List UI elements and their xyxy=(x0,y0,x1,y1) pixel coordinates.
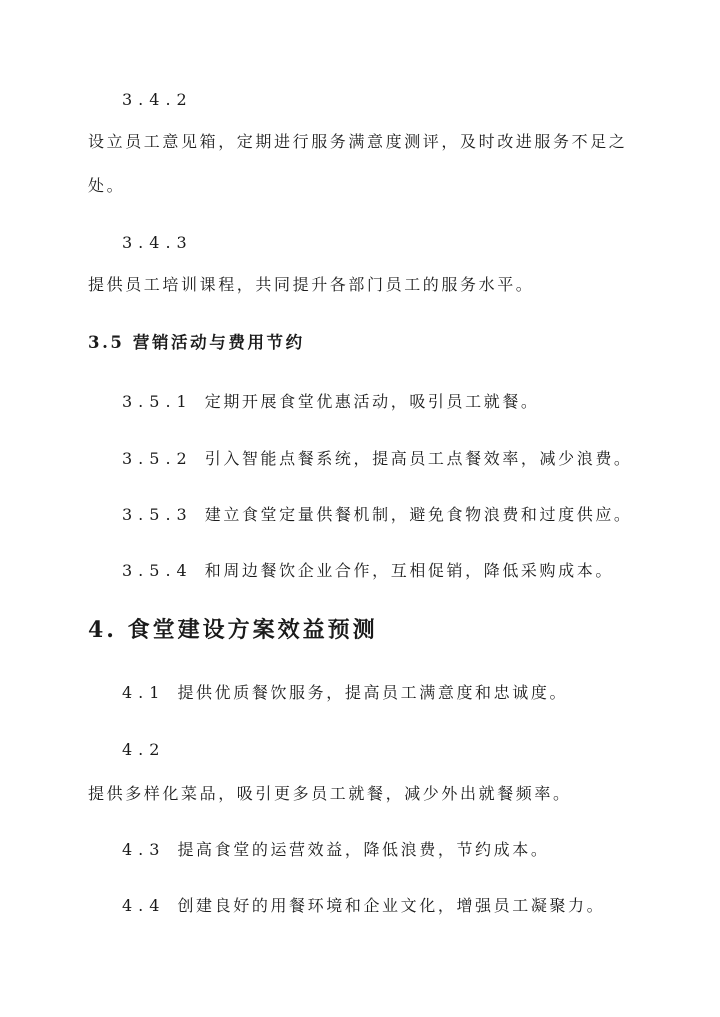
item-text: 提高食堂的运营效益，降低浪费，节约成本。 xyxy=(177,840,550,859)
section-heading-3-5: 3.5 营销活动与费用节约 xyxy=(88,333,305,352)
item-text: 建立食堂定量供餐机制，避免食物浪费和过度供应。 xyxy=(204,505,633,524)
item-number: 3.5.1 xyxy=(122,392,193,411)
list-item-4-4 xyxy=(122,896,605,916)
item-number-4-2: 4.2 xyxy=(122,740,166,759)
list-item-3-5-1 xyxy=(122,392,540,412)
chapter-heading-4: 4. 食堂建设方案效益预测 xyxy=(88,617,378,643)
item-number: 3.5.2 xyxy=(122,449,193,468)
item-text-3-4-2-line1: 设立员工意见箱，定期进行服务满意度测评，及时改进服务不足之 xyxy=(88,132,628,151)
item-number-3-4-2: 3.4.2 xyxy=(122,90,193,109)
list-item-4-3 xyxy=(122,840,549,860)
item-text: 和周边餐饮企业合作，互相促销，降低采购成本。 xyxy=(204,561,614,580)
item-text: 提供优质餐饮服务，提高员工满意度和忠诚度。 xyxy=(177,683,569,702)
item-number: 4.1 xyxy=(122,683,166,702)
list-item-4-1 xyxy=(122,683,568,703)
item-number: 3.5.4 xyxy=(122,561,193,580)
item-number: 4.3 xyxy=(122,840,166,859)
item-text-4-2: 提供多样化菜品，吸引更多员工就餐，减少外出就餐频率。 xyxy=(88,784,572,803)
item-number: 3.5.3 xyxy=(122,505,193,524)
item-number-3-4-3: 3.4.3 xyxy=(122,233,193,252)
item-text-3-4-3: 提供员工培训课程，共同提升各部门员工的服务水平。 xyxy=(88,275,535,294)
item-text-3-4-2-line2: 处。 xyxy=(88,176,126,195)
item-text: 定期开展食堂优惠活动，吸引员工就餐。 xyxy=(204,392,540,411)
list-item-3-5-4 xyxy=(122,561,614,581)
item-text: 引入智能点餐系统，提高员工点餐效率，减少浪费。 xyxy=(204,449,633,468)
item-text: 创建良好的用餐环境和企业文化，增强员工凝聚力。 xyxy=(177,896,606,915)
list-item-3-5-3 xyxy=(122,505,633,525)
item-number: 4.4 xyxy=(122,896,166,915)
list-item-3-5-2 xyxy=(122,449,633,469)
